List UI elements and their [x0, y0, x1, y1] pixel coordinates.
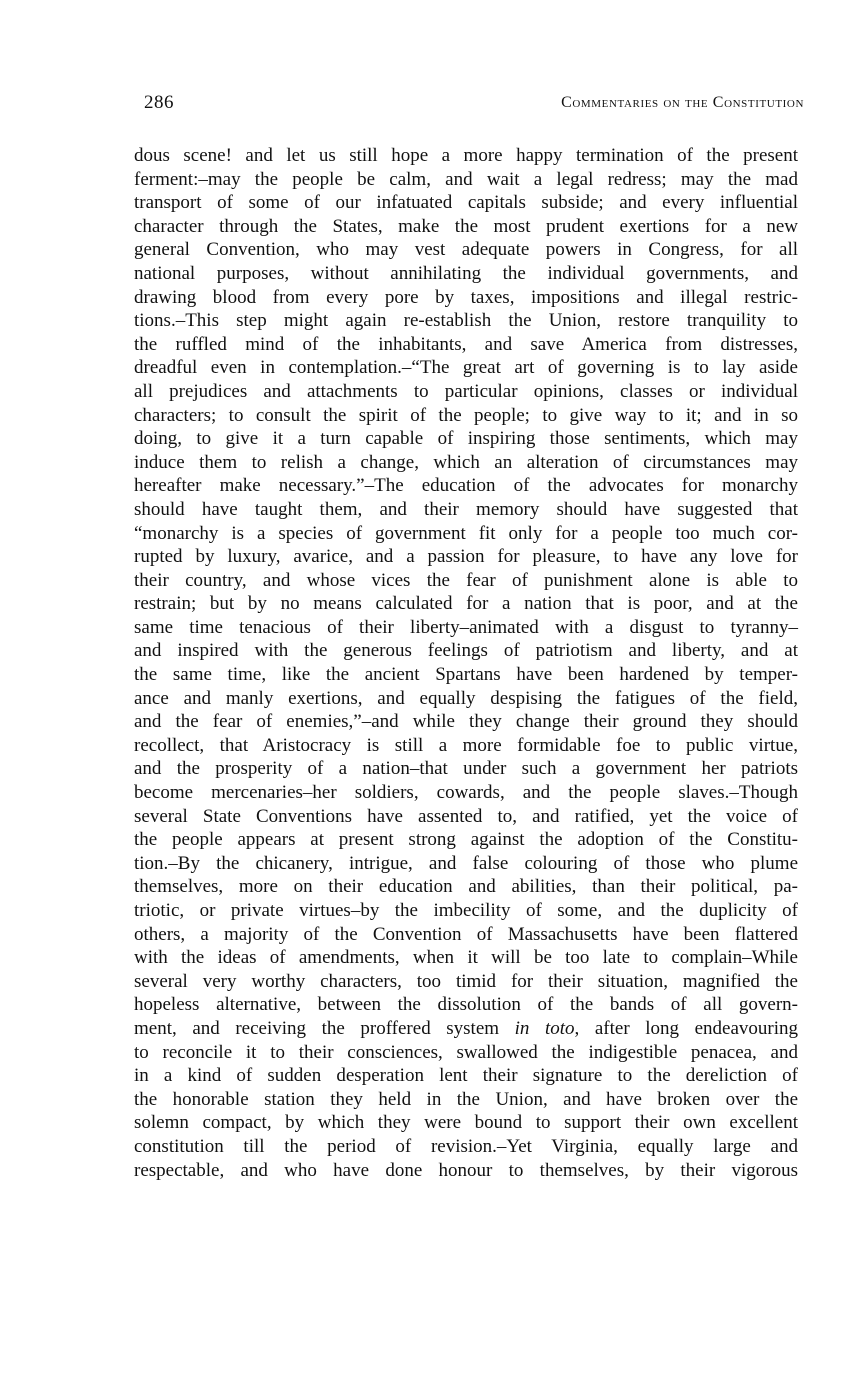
text-line: hereafter make necessary.”–The education of the advocates for monarchy	[134, 475, 798, 497]
text-line: tions.–This step might again re-establish the Union, restore tranquility to	[134, 310, 798, 332]
text-line: with the ideas of amendments, when it will be too late to complain–While	[134, 947, 798, 969]
text-line: doing, to give it a turn capable of inspiring those sentiments, which may	[134, 428, 798, 450]
text-line: in a kind of sudden desperation lent their signature to the dereliction of	[134, 1065, 798, 1087]
text-line: become mercenaries–her soldiers, cowards, and the people slaves.–Though	[134, 782, 798, 804]
text-line: others, a majority of the Convention of Massachusetts have been flattered	[134, 923, 798, 945]
text-line: rupted by luxury, avarice, and a passion for pleasure, to have any love for	[134, 546, 798, 568]
text-line: dreadful even in contemplation.–“The great art of governing is to lay aside	[134, 357, 798, 379]
text-line: ferment:–may the people be calm, and wait a legal redress; may the mad	[134, 168, 798, 190]
text-line: several State Conventions have assented to, and ratified, yet the voice of	[134, 805, 798, 827]
text-line: restrain; but by no means calculated for a nation that is poor, and at the	[134, 593, 798, 615]
text-line: constitution till the period of revision.–Yet Virginia, equally large and	[134, 1135, 798, 1157]
text-line: and the prosperity of a nation–that under such a government her patriots	[134, 758, 798, 780]
text-line: “monarchy is a species of government fit only for a people too much cor-	[134, 522, 798, 544]
text-line: the ruffled mind of the inhabitants, and save America from distresses,	[134, 333, 798, 355]
text-line: several very worthy characters, too timid for their situation, magnified the	[134, 970, 798, 992]
text-line: and the fear of enemies,”–and while they change their ground they should	[134, 711, 798, 733]
text-line: general Convention, who may vest adequate powers in Congress, for all	[134, 239, 798, 261]
text-line: character through the States, make the most prudent exertions for a new	[134, 215, 798, 237]
text-line: transport of some of our infatuated capitals subside; and every influential	[134, 192, 798, 214]
text-segment: ment, and receiving the proffered system	[134, 1017, 515, 1039]
text-line: ance and manly exertions, and equally despising the fatigues of the field,	[134, 687, 798, 709]
text-line: solemn compact, by which they were bound to support their own excellent	[134, 1112, 798, 1134]
text-line: the people appears at present strong against the adoption of the Constitu-	[134, 829, 798, 851]
page-header	[144, 92, 804, 120]
body-text	[134, 144, 798, 1182]
text-line: themselves, more on their education and abilities, than their political, pa-	[134, 876, 798, 898]
text-line: the honorable station they held in the Union, and have broken over the	[134, 1088, 798, 1110]
text-line: hopeless alternative, between the dissolution of the bands of all govern-	[134, 994, 798, 1016]
text-line: tion.–By the chicanery, intrigue, and false colouring of those who plume	[134, 852, 798, 874]
text-line: national purposes, without annihilating the individual governments, and	[134, 262, 798, 284]
text-line: induce them to relish a change, which an alteration of circumstances may	[134, 451, 798, 473]
running-head: Commentaries on the Constitution	[561, 94, 804, 111]
italic-phrase: in toto	[514, 1017, 575, 1039]
text-line: characters; to consult the spirit of the people; to give way to it; and in so	[134, 404, 798, 426]
text-line	[134, 1017, 798, 1041]
page-number: 286	[144, 92, 174, 113]
text-line: and inspired with the generous feelings of patriotism and liberty, and at	[134, 640, 798, 662]
text-line: should have taught them, and their memory should have suggested that	[134, 498, 798, 520]
text-line: to reconcile it to their consciences, swallowed the indigestible penacea, and	[134, 1041, 798, 1063]
text-line: all prejudices and attachments to particular opinions, classes or individual	[134, 380, 798, 402]
text-line: triotic, or private virtues–by the imbecility of some, and the duplicity of	[134, 900, 798, 921]
text-line: recollect, that Aristocracy is still a more formidable foe to public virtue,	[134, 734, 798, 756]
text-line: the same time, like the ancient Spartans have been hardened by temper-	[134, 664, 798, 686]
text-line: drawing blood from every pore by taxes, impositions and illegal restric-	[134, 286, 798, 308]
text-segment: , after long endeavouring	[574, 1017, 799, 1039]
text-line: their country, and whose vices the fear of punishment alone is able to	[134, 569, 798, 591]
text-line: same time tenacious of their liberty–animated with a disgust to tyranny–	[134, 616, 798, 638]
text-line: respectable, and who have done honour to themselves, by their vigorous	[134, 1159, 798, 1181]
text-line: dous scene! and let us still hope a more happy termination of the present	[134, 145, 798, 166]
